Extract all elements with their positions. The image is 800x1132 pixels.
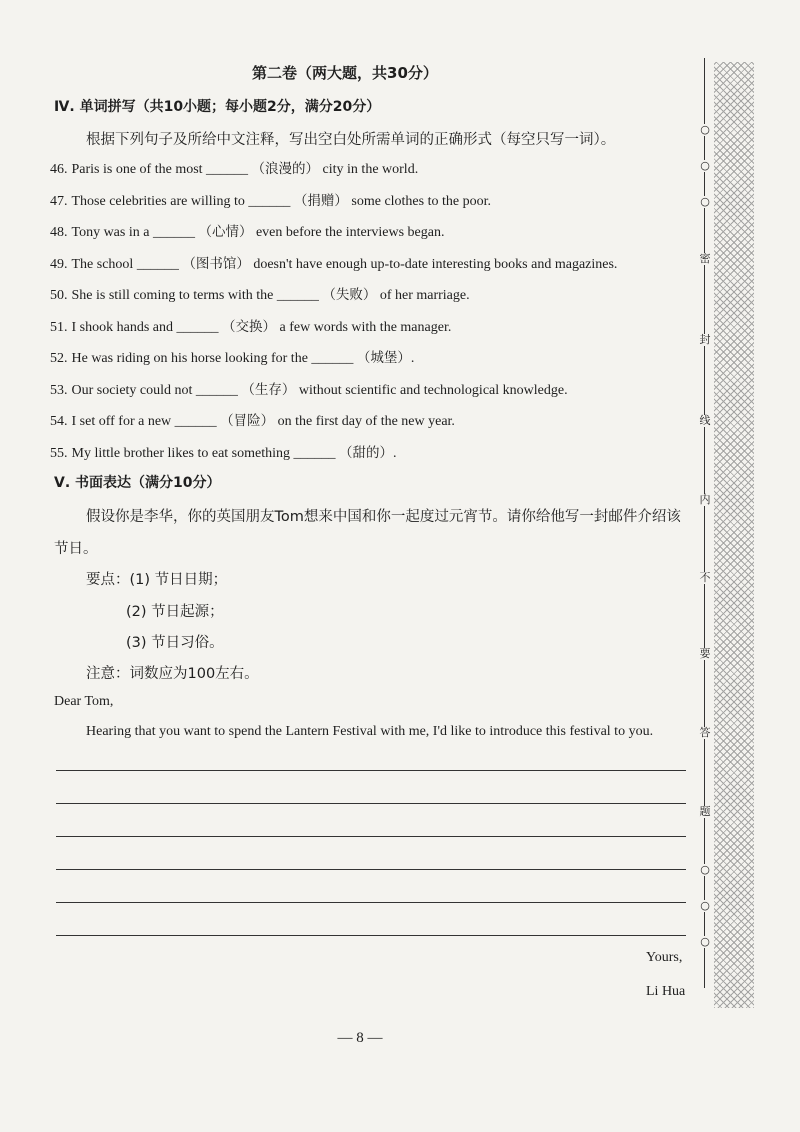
question-item <box>50 378 568 399</box>
question-pre[interactable]: My little brother likes to eat something ______ <box>71 445 340 461</box>
letter-salutation: Dear Tom, <box>54 694 114 709</box>
binding-char: 不 <box>699 571 711 584</box>
writing-prompt-line-2: 节日。 <box>54 541 98 557</box>
question-post: . <box>393 445 397 461</box>
question-num: 47. <box>50 193 68 209</box>
question-cn: （城堡） <box>356 350 411 366</box>
section-5-heading: Ⅴ. 书面表达（满分10分） <box>54 475 221 491</box>
writing-point-1: 要点：(1) 节日日期； <box>86 572 228 588</box>
writing-line[interactable] <box>56 836 686 837</box>
question-num: 52. <box>50 351 68 366</box>
binding-circle: ○ <box>698 936 712 948</box>
question-post: doesn't have enough up-to-date interesting books and magazines. <box>249 256 618 272</box>
question-num: 50. <box>50 288 68 303</box>
question-cn: （生存） <box>241 381 296 398</box>
question-pre[interactable]: The school ______ <box>71 256 183 272</box>
binding-circle: ○ <box>698 160 712 172</box>
question-post: some clothes to the poor. <box>347 193 491 209</box>
writing-point-3: (3) 节日习俗。 <box>126 635 224 651</box>
writing-line[interactable] <box>56 770 686 771</box>
question-pre[interactable]: Our society could not ______ <box>71 382 242 398</box>
question-num: 55. <box>50 445 68 461</box>
question-cn: （心情） <box>198 224 253 240</box>
section-4-heading: Ⅳ. 单词拼写（共10小题；每小题2分，满分20分） <box>54 99 381 115</box>
writing-point-2: (2) 节日起源； <box>126 604 224 620</box>
binding-hatch-pattern <box>714 62 754 1008</box>
binding-char: 封 <box>699 333 711 346</box>
question-post: of her marriage. <box>376 288 470 303</box>
binding-circle: ○ <box>698 124 712 136</box>
writing-line[interactable] <box>56 935 686 936</box>
question-pre[interactable]: She is still coming to terms with the ______ <box>71 288 323 303</box>
binding-circle: ○ <box>698 900 712 912</box>
letter-signature: Li Hua <box>646 984 686 999</box>
writing-note: 注意：词数应为100左右。 <box>86 666 259 682</box>
question-num: 54. <box>50 414 68 429</box>
question-post: on the first day of the new year. <box>274 414 455 429</box>
binding-char: 要 <box>699 647 711 660</box>
question-pre[interactable]: He was riding on his horse looking for the ______ <box>71 351 357 366</box>
page-title: 第二卷（两大题，共30分） <box>252 64 438 82</box>
question-cn: （图书馆） <box>182 255 250 272</box>
question-num: 53. <box>50 382 68 398</box>
question-pre[interactable]: I set off for a new ______ <box>71 414 221 429</box>
question-num: 51. <box>50 319 68 335</box>
page-number: — 8 — <box>337 1030 383 1046</box>
question-item <box>50 283 470 304</box>
binding-circle: ○ <box>698 196 712 208</box>
question-num: 46. <box>50 162 68 177</box>
question-cn: （交换） <box>222 318 276 335</box>
question-item <box>50 252 617 273</box>
question-post: even before the interviews began. <box>252 225 445 240</box>
question-item <box>50 315 451 336</box>
binding-circle: ○ <box>698 864 712 876</box>
letter-closing: Yours, <box>646 950 683 965</box>
writing-line[interactable] <box>56 902 686 903</box>
question-cn: （捐赠） <box>293 192 348 209</box>
question-post: . <box>410 351 415 366</box>
question-post: without scientific and technological knowledge. <box>295 382 568 398</box>
question-cn: （浪漫的） <box>251 161 320 177</box>
writing-line[interactable] <box>56 869 686 870</box>
question-item <box>50 189 491 210</box>
question-post: a few words with the manager. <box>276 319 452 335</box>
question-item <box>50 346 414 367</box>
writing-prompt-line-1: 假设你是李华，你的英国朋友Tom想来中国和你一起度过元宵节。请你给他写一封邮件介绍该 <box>86 509 681 525</box>
question-num: 48. <box>50 225 68 240</box>
binding-char: 题 <box>699 805 711 818</box>
binding-char: 内 <box>699 493 711 506</box>
question-pre[interactable]: I shook hands and ______ <box>71 319 222 335</box>
writing-line[interactable] <box>56 803 686 804</box>
question-item <box>50 441 397 462</box>
question-cn: （失败） <box>322 287 377 303</box>
question-post: city in the world. <box>319 162 419 177</box>
question-cn: （甜的） <box>339 444 394 461</box>
question-pre[interactable]: Tony was in a ______ <box>71 225 199 240</box>
binding-char: 线 <box>699 414 711 427</box>
binding-char: 密 <box>699 252 711 265</box>
question-pre[interactable]: Paris is one of the most ______ <box>71 162 252 177</box>
letter-opening: Hearing that you want to spend the Lantern Festival with me, I'd like to introduce this festival to you. <box>86 724 654 739</box>
question-item <box>50 157 418 178</box>
section-4-instruction: 根据下列句子及所给中文注释，写出空白处所需单词的正确形式（每空只写一词）。 <box>86 132 616 148</box>
question-item <box>50 220 444 241</box>
question-item <box>50 409 455 430</box>
question-num: 49. <box>50 256 68 272</box>
binding-char: 答 <box>699 726 711 739</box>
question-pre[interactable]: Those celebrities are willing to ______ <box>71 193 294 209</box>
question-cn: （冒险） <box>220 413 275 429</box>
